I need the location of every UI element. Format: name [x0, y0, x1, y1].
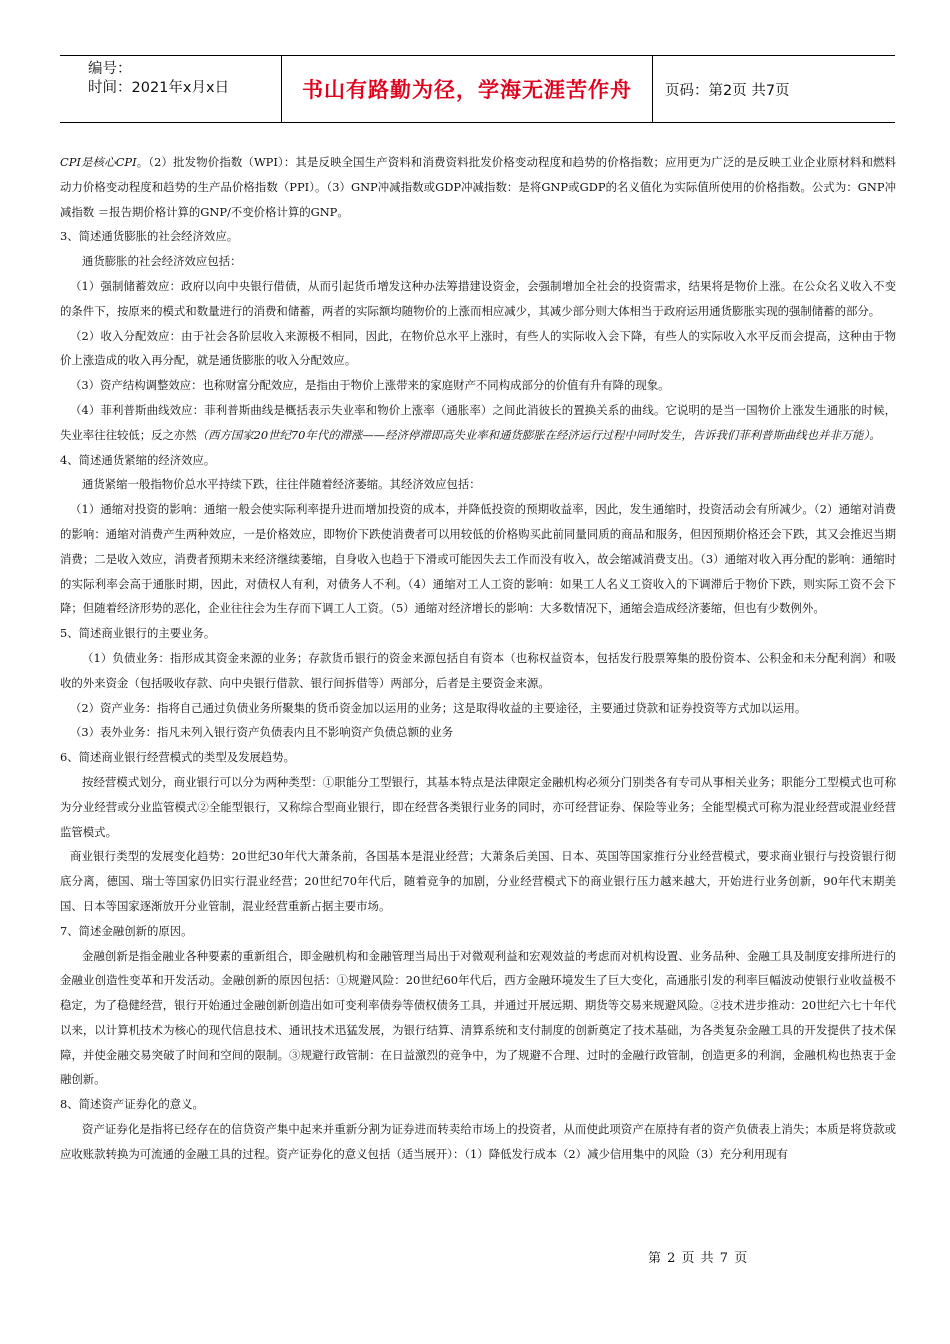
core-cpi-text: CPI是核心CPI: [60, 155, 137, 169]
question-4-body: （1）通缩对投资的影响：通缩一般会使实际利率提升进而增加投资的成本，并降低投资的预期收益率，因此，发生通缩时，投资活动会有所减少。（2）通缩对消费的影响：通缩对消费产生两种效应，一是价格效应，即物价下跌使消费者可以用较低的价格购买此前同量同质的商品和服务，但因预期价格还会下跌，其又会推迟当期消费；二是收入效应，消费者预期未来经济继续萎缩，自身收入也趋于下滑或可能因失去工作而没有收入，故会缩减消费支出。（3）通缩对收入再分配的影响：通缩时的实际利率会高于通胀时期，因此，对债权人有利，对债务人不利。（4）通缩对工人工资的影响：如果工人名义工资收入的下调滞后于物价下跌，则实际工资不会下降；但随着经济形势的恶化，企业往往会为生存而下调工人工资。（5）通缩对经济增长的影响：大多数情况下，通缩会造成经济萎缩，但也有少数例外。: [60, 502, 896, 616]
header-motto: 书山有路勤为径，学海无涯苦作舟: [282, 56, 653, 122]
paragraph-cpi: [60, 150, 896, 224]
question-4-intro: 通货紧缩一般指物价总水平持续下跌，往往伴随着经济萎缩。其经济效应包括：: [82, 477, 481, 492]
question-8-body: 资产证券化是指将已经存在的信贷资产集中起来并重新分割为证券进而转卖给市场上的投资者，从而使此项资产在原持有者的资产负债表上消失；本质是将贷款或应收账款转换为可流通的金融工具的过程。资产证券化的意义包括（适当展开）：（1）降低发行成本（2）减少信用集中的风险（3）充分利用现有: [60, 1122, 896, 1161]
question-6-trend: 商业银行类型的发展变化趋势：20世纪30年代大萧条前，各国基本是混业经营；大萧条后美国、日本、英国等国家推行分业经营模式，要求商业银行与投资银行彻底分离，德国、瑞士等国家仍旧实行混业经营；20世纪70年代后，随着竞争的加剧，分业经营模式下的商业银行压力越来越大，开始进行业务创新，90年代末期美国、日本等国家逐渐放开分业管制，混业经营重新占据主要市场。: [60, 849, 896, 913]
question-3-heading: 3、简述通货膨胀的社会经济效应。: [60, 229, 239, 244]
question-3-item-1: （1）强制储蓄效应：政府以向中央银行借债，从而引起货币增发这种办法筹措建设资金，会强制增加全社会的投资需求，结果将是物价上涨。在公众名义收入不变的条件下，按原来的模式和数量进行的消费和储蓄，两者的实际额均随物价的上涨而相应减少，其减少部分则大体相当于政府运用通货膨胀实现的强制储蓄的部分。: [60, 278, 896, 318]
question-4-heading: 4、简述通货紧缩的经济效应。: [60, 452, 216, 467]
document-time: 时间：2021年x月x日: [88, 80, 230, 96]
page-footer: 第 2 页 共 7 页: [648, 1251, 749, 1266]
question-6-types: 按经营模式划分，商业银行可以分为两种类型：①职能分工型银行，其基本特点是法律限定金融机构必须分门别类各有专司从事相关业务；职能分工型模式也可称为分业经营或分业监管模式②全能型银行，又称综合型商业银行，即在经营各类银行业务的同时，亦可经营证券、保险等业务；全能型模式可称为混业经营或混业经营监管模式。: [60, 774, 896, 839]
page-header: [60, 55, 895, 123]
phillips-curve-text: （4）菲利普斯曲线效应：菲利普斯曲线是概括表示失业率和物价上涨率（通胀率）之间此消彼长的置换关系的曲线。它说明的是当一国物价上涨发生通胀的时候，失业率往往较低；反之亦然: [60, 402, 896, 442]
question-8-heading: 8、简述资产证券化的意义。: [60, 1097, 204, 1112]
question-3-item-3: （3）资产结构调整效应：也称财富分配效应，是指由于物价上涨带来的家庭财产不同构成部分的价值有升有降的现象。: [70, 378, 670, 393]
question-5-item-2: （2）资产业务：指将自己通过负债业务所聚集的货币资金加以运用的业务；这是取得收益的主要途径，主要通过贷款和证券投资等方式加以运用。: [70, 700, 807, 715]
question-3-item-2: （2）收入分配效应：由于社会各阶层收入来源极不相同，因此，在物价总水平上涨时，有些人的实际收入会下降，有些人的实际收入水平反而会提高，这种由于物价上涨造成的收入再分配，就是通货膨胀的收入分配效应。: [60, 328, 896, 368]
question-7-body: 金融创新是指金融业各种要素的重新组合，即金融机构和金融管理当局出于对微观利益和宏观效益的考虑而对机构设置、业务品种、金融工具及制度安排所进行的金融业创造性变革和开发活动。金融创新的原因包括：①规避风险：20世纪60年代后，西方金融环境发生了巨大变化，高通胀引发的利率巨幅波动使银行业收益极不稳定，为了稳健经营，银行开始通过金融创新创造出如可变利率债券等债权债务工具，并通过开展远期、期货等交易来规避风险。②技术进步推动：20世纪六七十年代以来，以计算机技术为核心的现代信息技术、通讯技术迅猛发展，为银行结算、清算系统和支付制度的创新奠定了技术基础，为各类复杂金融工具的开发提供了技术保障，并使金融交易突破了时间和空间的限制。③规避行政管制：在日益激烈的竞争中，为了规避不合理、过时的金融行政管制，创造更多的利润，金融机构也热衷于金融创新。: [60, 948, 896, 1087]
header-meta: [60, 56, 282, 122]
question-6-heading: 6、简述商业银行经营模式的类型及发展趋势。: [60, 750, 296, 765]
price-index-text: 。（2）批发物价指数（WPI）：其是反映全国生产资料和消费资料批发价格变动程度和趋势的价格指数；应用更为广泛的是反映工业企业原材料和燃料动力价格变动程度和趋势的生产品价格指数（PPI）。（3）GNP冲减指数或GDP冲减指数：是将GNP或GDP的名义值化为实际值所使用的价格指数。公式为：GNP冲减指数 ＝报告期价格计算的GNP/不变价格计算的GNP。: [60, 155, 896, 219]
question-5-item-1: （1）负债业务：指形成其资金来源的业务；存款货币银行的资金来源包括自有资本（也称权益资本，包括发行股票筹集的股份资本、公积金和未分配利润）和吸收的外来资金（包括吸收存款、向中央银行借款、银行间拆借等）两部分，后者是主要资金来源。: [60, 650, 896, 690]
question-7-heading: 7、简述金融创新的原因。: [60, 923, 193, 938]
question-5-heading: 5、简述商业银行的主要业务。: [60, 626, 216, 641]
question-3-intro: 通货膨胀的社会经济效应包括：: [82, 254, 242, 269]
stagflation-note: （西方国家20世纪70年代的滞涨——经济停滞即高失业率和通货膨胀在经济运行过程中同时发生，告诉我们菲利普斯曲线也并非万能）。: [196, 427, 881, 442]
question-3-item-4: [60, 398, 896, 448]
document-body: [60, 150, 896, 1167]
question-5-item-3: （3）表外业务：指凡未列入银行资产负债表内且不影响资产负债总额的业务: [70, 725, 454, 740]
header-page-code: 页码：第2页 共7页: [665, 82, 790, 99]
document-number-label: 编号：: [88, 61, 132, 77]
